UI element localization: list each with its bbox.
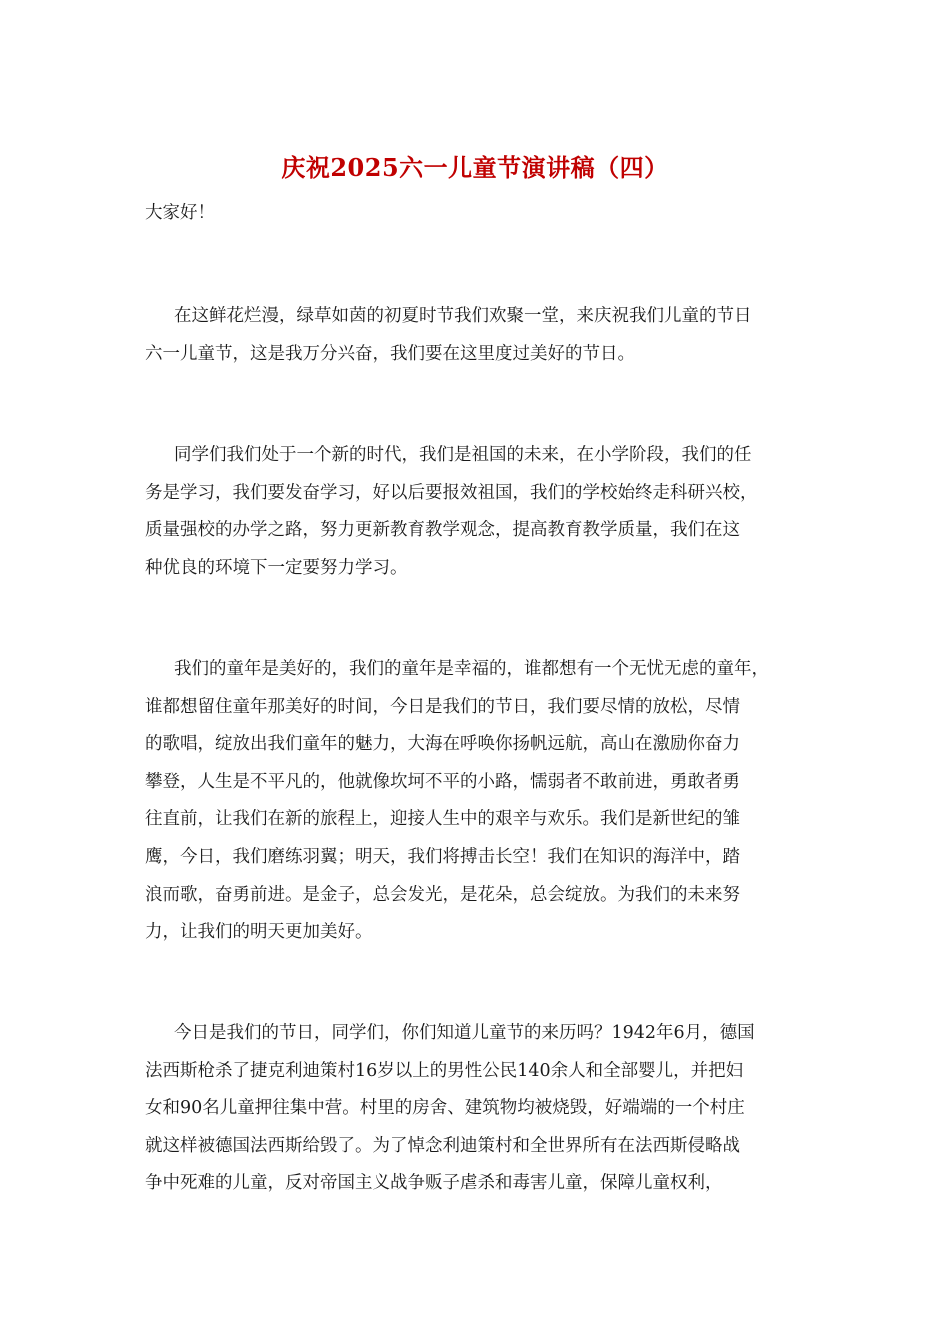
paragraph-line: 浪而歌，奋勇前进。是金子，总会发光，是花朵，总会绽放。为我们的未来努 <box>145 884 740 905</box>
paragraph-line: 在这鲜花烂漫，绿草如茵的初夏时节我们欢聚一堂，来庆祝我们儿童的节日 <box>174 306 752 326</box>
paragraph-3 <box>145 651 815 952</box>
paragraph-line: 攀登，人生是不平凡的，他就像坎坷不平的小路，懦弱者不敢前进，勇敢者勇 <box>145 771 740 792</box>
paragraph-line: 务是学习，我们要发奋学习，好以后要报效祖国，我们的学校始终走科研兴校， <box>145 482 758 503</box>
paragraph-line: 六一儿童节，这是我万分兴奋，我们要在这里度过美好的节日。 <box>145 343 635 364</box>
paragraph-line: 往直前，让我们在新的旅程上，迎接人生中的艰辛与欢乐。我们是新世纪的雏 <box>145 809 740 830</box>
paragraph-line: 力，让我们的明天更加美好。 <box>145 922 373 943</box>
greeting: 大家好！ <box>145 203 215 223</box>
paragraph-line: 我们的童年是美好的，我们的童年是幸福的，谁都想有一个无忧无虑的童年， <box>174 659 769 679</box>
paragraph-line: 今日是我们的节日，同学们，你们知道儿童节的来历吗？1942年6月，德国 <box>174 1023 755 1043</box>
paragraph-line: 同学们我们处于一个新的时代，我们是祖国的未来，在小学阶段，我们的任 <box>174 445 752 465</box>
paragraph-line: 就这样被德国法西斯给毁了。为了悼念利迪策村和全世界所有在法西斯侵略战 <box>145 1135 740 1156</box>
paragraph-4 <box>145 1015 815 1203</box>
paragraph-line: 种优良的环境下一定要努力学习。 <box>145 557 408 578</box>
paragraph-line: 质量强校的办学之路，努力更新教育教学观念，提高教育教学质量，我们在这 <box>145 520 740 541</box>
paragraph-line: 争中死难的儿童，反对帝国主义战争贩子虐杀和毒害儿童，保障儿童权利， <box>145 1173 723 1194</box>
paragraph-line: 女和90名儿童押往集中营。村里的房舍、建筑物均被烧毁，好端端的一个村庄 <box>145 1098 745 1119</box>
paragraph-line: 的歌唱，绽放出我们童年的魅力，大海在呼唤你扬帆远航，高山在激励你奋力 <box>145 734 740 755</box>
paragraph-2 <box>145 437 815 587</box>
paragraph-line: 法西斯枪杀了捷克利迪策村16岁以上的男性公民140余人和全部婴儿，并把妇 <box>145 1060 744 1081</box>
paragraph-1 <box>145 298 815 373</box>
paragraph-line: 谁都想留住童年那美好的时间，今日是我们的节日，我们要尽情的放松，尽情 <box>145 696 740 717</box>
page-title: 庆祝2025六一儿童节演讲稿（四） <box>281 153 669 182</box>
paragraph-line: 鹰，今日，我们磨练羽翼；明天，我们将搏击长空！我们在知识的海洋中，踏 <box>145 846 740 867</box>
